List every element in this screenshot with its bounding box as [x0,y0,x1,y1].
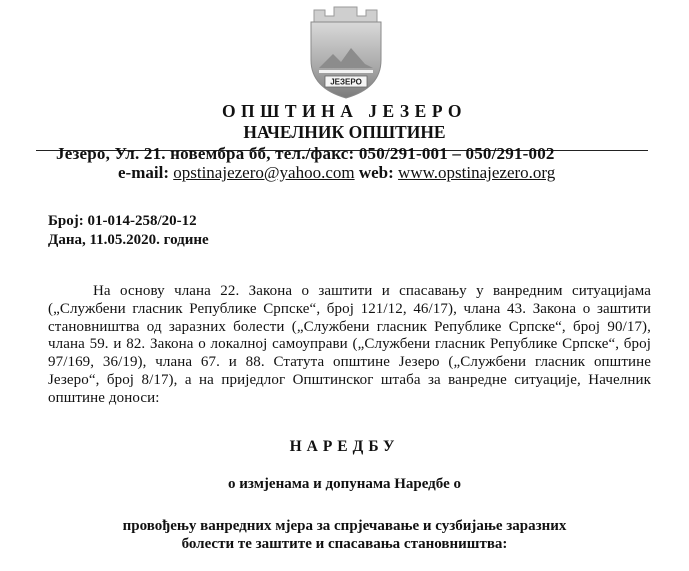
svg-text:ЈЕЗЕРО: ЈЕЗЕРО [330,77,362,87]
web-link[interactable]: www.opstinajezero.org [398,163,556,182]
document-number: Број: 01-014-258/20-12 [48,213,197,229]
web-label: web: [358,163,394,182]
coat-of-arms-icon [305,2,387,100]
order-title: НАРЕДБУ [289,438,400,455]
municipality-logo [305,2,387,100]
order-subject: провођењу ванредних мјера за спрјечавање и сузбијање заразних болести те заштите и спасавања становништва: [122,518,567,552]
address-line: Језеро, Ул. 21. новембра бб, тел./факс: 050/291-001 – 050/291-002 [56,144,555,163]
document-date: Дана, 11.05.2020. године [48,232,209,248]
email-link[interactable]: opstinajezero@yahoo.com [173,163,355,182]
municipality-name: ОПШТИНА ЈЕЗЕРО [221,101,468,121]
body-paragraph: На основу члана 22. Закона о заштити и спасавању у ванредним ситуацијама („Службени гласник Републике Српске“, број 121/12, 46/17), члана 43. Закона о заштити становништва од заразних болести („Службени гласник Републике Српске“, број 90/17), члана 59. и 82. Закона о локалној самоуправи („Службени гласник Републике Српске“, број 97/169, 36/19), члана 67. и 88. Статута општине Језеро („Службени гласник општине Језеро“, број 8/17), а на приједлог Општинског штаба за ванредне ситуације, Начелник општине доноси: [48,283,651,406]
office-title: НАЧЕЛНИК ОПШТИНЕ [243,122,446,142]
order-subtitle: о измјенама и допунама Наредбе о [228,476,461,492]
contact-line [118,163,555,183]
email-label: e-mail: [118,163,169,182]
